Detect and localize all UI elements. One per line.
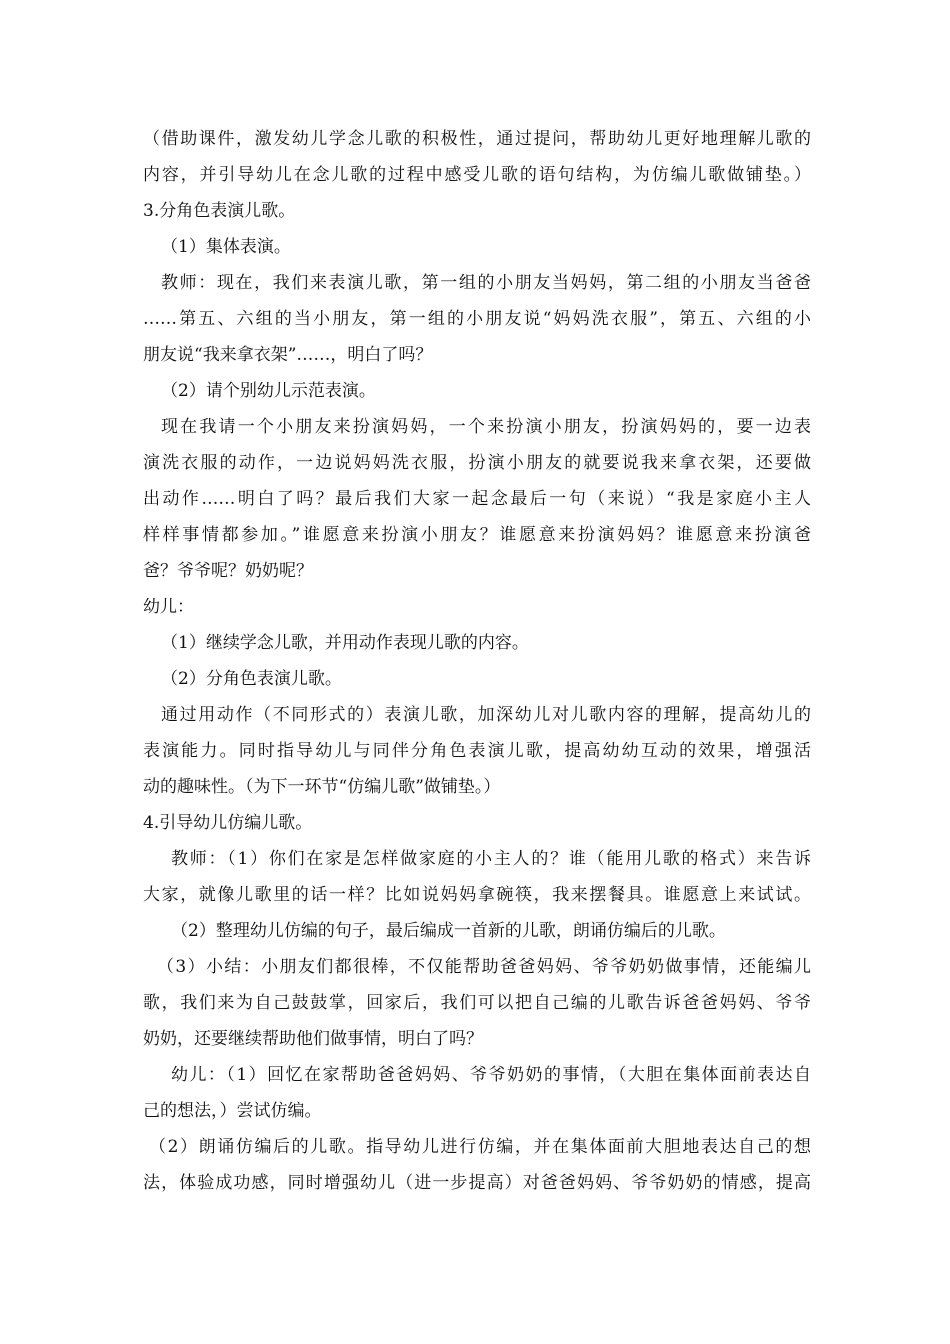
- paragraph-line: （2）朗诵仿编后的儿歌。指导幼儿进行仿编，并在集体面前大胆地表达自己的想: [149, 1137, 811, 1157]
- subsection-heading: （2）请个别幼儿示范表演。: [161, 381, 376, 401]
- paragraph-line: （3）小结：小朋友们都很棒，不仅能帮助爸爸妈妈、爷爷奶奶做事情，还能编儿: [157, 957, 811, 977]
- paragraph-line: 爸？爷爷呢？奶奶呢？: [143, 561, 313, 581]
- list-item: （1）继续学念儿歌，并用动作表现儿歌的内容。: [161, 633, 529, 653]
- paragraph-line: 朋友说“我来拿衣架”……，明白了吗？: [143, 345, 433, 365]
- list-item: （2）整理幼儿仿编的句子，最后编成一首新的儿歌，朗诵仿编后的儿歌。: [171, 921, 726, 941]
- paragraph-line: 表演能力。同时指导幼儿与同伴分角色表演儿歌，提高幼幼互动的效果，增强活: [143, 741, 811, 761]
- paragraph-line: 大家，就像儿歌里的话一样？比如说妈妈拿碗筷，我来摆餐具。谁愿意上来试试。: [143, 885, 811, 905]
- subsection-heading: （1）集体表演。: [161, 237, 291, 257]
- section-heading: 3.分角色表演儿歌。: [143, 201, 296, 221]
- paragraph-line: 样样事情都参加。”谁愿意来扮演小朋友？谁愿意来扮演妈妈？谁愿意来扮演爸: [143, 525, 811, 545]
- paragraph-line: 教师：（1）你们在家是怎样做家庭的小主人的？谁（能用儿歌的格式）来告诉: [171, 849, 811, 869]
- paragraph-line: 演洗衣服的动作，一边说妈妈洗衣服，扮演小朋友的就要说我来拿衣架，还要做: [143, 453, 811, 473]
- paragraph-line: 幼儿：（1）回忆在家帮助爸爸妈妈、爷爷奶奶的事情，（大胆在集体面前表达自: [171, 1065, 811, 1085]
- list-item: （2）分角色表演儿歌。: [161, 669, 342, 689]
- paragraph-line: （借助课件，激发幼儿学念儿歌的积极性，通过提问，帮助幼儿更好地理解儿歌的: [143, 129, 811, 149]
- label-line: 幼儿：: [143, 597, 194, 617]
- paragraph-line: 内容，并引导幼儿在念儿歌的过程中感受儿歌的语句结构，为仿编儿歌做铺垫。）: [143, 165, 811, 185]
- section-heading: 4.引导幼儿仿编儿歌。: [143, 813, 313, 833]
- paragraph-line: 歌，我们来为自己鼓鼓掌，回家后，我们可以把自己编的儿歌告诉爸爸妈妈、爷爷: [143, 993, 811, 1013]
- paragraph-line: 动的趣味性。（为下一环节“仿编儿歌”做铺垫。）: [143, 777, 501, 797]
- paragraph-line: 现在我请一个小朋友来扮演妈妈，一个来扮演小朋友，扮演妈妈的，要一边表: [161, 417, 811, 437]
- document-body: [143, 121, 811, 1201]
- paragraph-line: 通过用动作（不同形式的）表演儿歌，加深幼儿对儿歌内容的理解，提高幼儿的: [161, 705, 811, 725]
- paragraph-line: 教师：现在，我们来表演儿歌，第一组的小朋友当妈妈，第二组的小朋友当爸爸: [161, 273, 811, 293]
- paragraph-line: ……第五、六组的当小朋友，第一组的小朋友说“妈妈洗衣服”，第五、六组的小: [143, 309, 811, 329]
- paragraph-line: 法，体验成功感，同时增强幼儿（进一步提高）对爸爸妈妈、爷爷奶奶的情感，提高: [143, 1173, 811, 1193]
- paragraph-line: 奶奶，还要继续帮助他们做事情，明白了吗？: [143, 1029, 483, 1049]
- paragraph-line: 出动作……明白了吗？最后我们大家一起念最后一句（来说）“我是家庭小主人: [143, 489, 811, 509]
- paragraph-line: 己的想法，）尝试仿编。: [143, 1101, 322, 1121]
